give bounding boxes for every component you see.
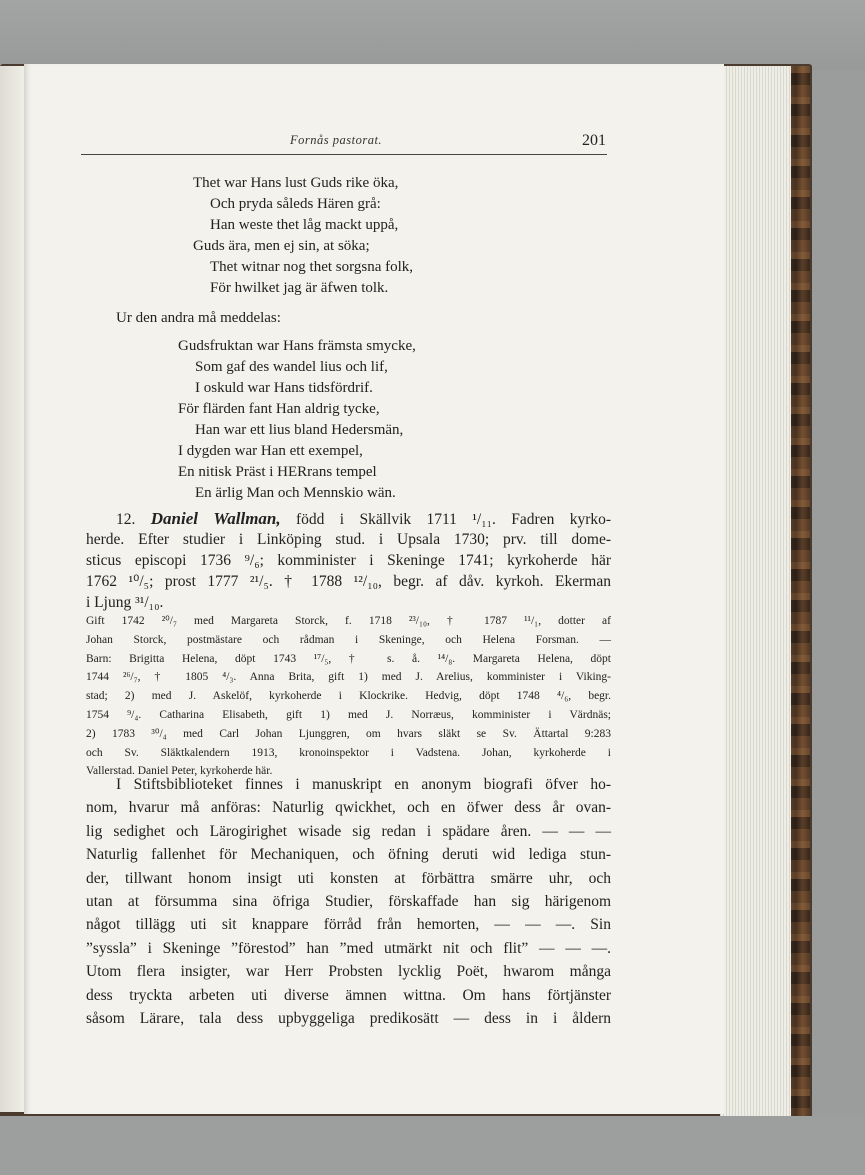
family-note-line: 1744 ²⁶/₇, † 1805 ⁴/₃. Anna Brita, gift 1) med J. Arelius, komminister i Viking-	[86, 671, 611, 684]
scan-background-bottom	[0, 1116, 865, 1175]
running-header: Fornås pastorat.	[290, 133, 383, 147]
entry-name: Daniel Wallman,	[150, 509, 281, 528]
paragraph-line: der, tillwant honom insigt uti konsten at förbättra smärre uhr, och	[86, 869, 611, 887]
paragraph-line: såsom Lärare, tala dess upbyggeliga predikosätt — dess in i åldern	[86, 1010, 611, 1027]
verse-line: Thet war Hans lust Guds rike öka,	[193, 175, 399, 191]
verse-line: Gudsfruktan war Hans främsta smycke,	[178, 338, 416, 354]
family-note-line: Barn: Brigitta Helena, döpt 1743 ¹⁷/₅, † s. å. ¹⁴/₈. Margareta Helena, döpt	[86, 652, 611, 665]
family-note-line: stad; 2) med J. Askelöf, kyrkoherde i Klockrike. Hedvig, döpt 1748 ⁴/₆, begr.	[86, 690, 611, 703]
family-note-line: och Sv. Släktkalendern 1913, kronoinspektor i Vadstena. Johan, kyrkoherde i	[86, 746, 611, 759]
facing-page-edge	[0, 66, 25, 1112]
verse-line: En nitisk Präst i HERrans tempel	[178, 464, 377, 480]
verse-line: Som gaf des wandel lius och lif,	[195, 359, 388, 375]
entry-number: 12.	[116, 511, 136, 528]
verse-line: I dygden war Han ett exempel,	[178, 443, 363, 459]
verse-line: En ärlig Man och Mennskio wän.	[195, 485, 396, 501]
entry-line: sticus episcopi 1736 ⁹/₆; komminister i Skeninge 1741; kyrkoherde här	[86, 552, 611, 569]
verse-line: För hwilket jag är äfwen tolk.	[210, 280, 389, 296]
paragraph-line: utan at försumma sina öfriga Studier, förskaffade han sig härigenom	[86, 893, 611, 910]
paragraph-line: dess tryckta arbeten uti diverse ämnen wittna. Om hans förtjänster	[86, 986, 611, 1004]
verse-line: Och pryda såleds Hären grå:	[210, 196, 381, 212]
verse-line: Han weste thet låg mackt uppå,	[210, 217, 399, 233]
paragraph-line: I Stiftsbiblioteket finnes i manuskript en anonym biografi öfver ho-	[116, 776, 611, 793]
family-note-line: Gift 1742 ²⁰/₇ med Margareta Storck, f. 1718 ²³/₁₀, † 1787 ¹¹/₁, dotter af	[86, 615, 611, 627]
paragraph-line: nom, hvarur må anföras: Naturlig qwickhet, och en öfwer dess år ovan-	[86, 799, 611, 817]
entry-line: herde. Efter studier i Linköping stud. i Upsala 1730; prv. till dome-	[86, 531, 611, 548]
paragraph-line: något tillägg uti sit knappare förråd från hemorten, — — —. Sin	[86, 916, 611, 934]
family-note-line: 1754 ⁹/₄. Catharina Elisabeth, gift 1) med J. Norræus, komminister i Värdnäs;	[86, 709, 611, 721]
verse-line: Thet witnar nog thet sorgsna folk,	[210, 259, 414, 275]
paragraph-line: Utom flera insigter, war Herr Probsten lycklig Poët, hwarom många	[86, 963, 611, 981]
entry-heading	[86, 508, 611, 530]
intro-line: Ur den andra må meddelas:	[116, 310, 281, 326]
page-number: 201	[582, 132, 606, 149]
header-rule	[81, 154, 607, 155]
entry-line: i Ljung ³¹/₁₀.	[86, 594, 164, 611]
entry-line1-rest: född i Skällvik 1711 ¹/₁₁. Fadren kyrko-	[296, 511, 612, 528]
verse-line: För flärden fant Han aldrig tycke,	[178, 401, 380, 417]
family-note-line: 2) 1783 ³⁰/₄ med Carl Johan Ljunggren, om hvars släkt se Sv. Ättartal 9:283	[86, 727, 611, 740]
family-note-line: Johan Storck, postmästare och rådman i Skeninge, och Helena Forsman. —	[86, 633, 611, 646]
paragraph-line: Naturlig fallenhet för Mechaniquen, och öfning deruti wid lediga stun-	[86, 846, 611, 864]
page-edges	[720, 66, 791, 1116]
verse-line: Guds ära, men ej sin, at söka;	[193, 238, 370, 254]
family-note-line: Vallerstad. Daniel Peter, kyrkoherde här.	[86, 765, 273, 778]
paragraph-line: ”syssla” i Skeninge ”förestod” han ”med utmärkt nit och flit” — — —.	[86, 939, 611, 957]
scan-background	[0, 0, 865, 70]
entry-line: 1762 ¹⁰/₅; prost 1777 ²¹/₅. † 1788 ¹²/₁₀, begr. af dåv. kyrkoh. Ekerman	[86, 573, 611, 590]
verse-line: I oskuld war Hans tidsfördrif.	[195, 380, 373, 396]
verse-line: Han war ett lius bland Hedersmän,	[195, 422, 404, 438]
paragraph-line: lig sedighet och Lärogirighet wisade sig redan i spädare åren. — — —	[86, 822, 611, 840]
